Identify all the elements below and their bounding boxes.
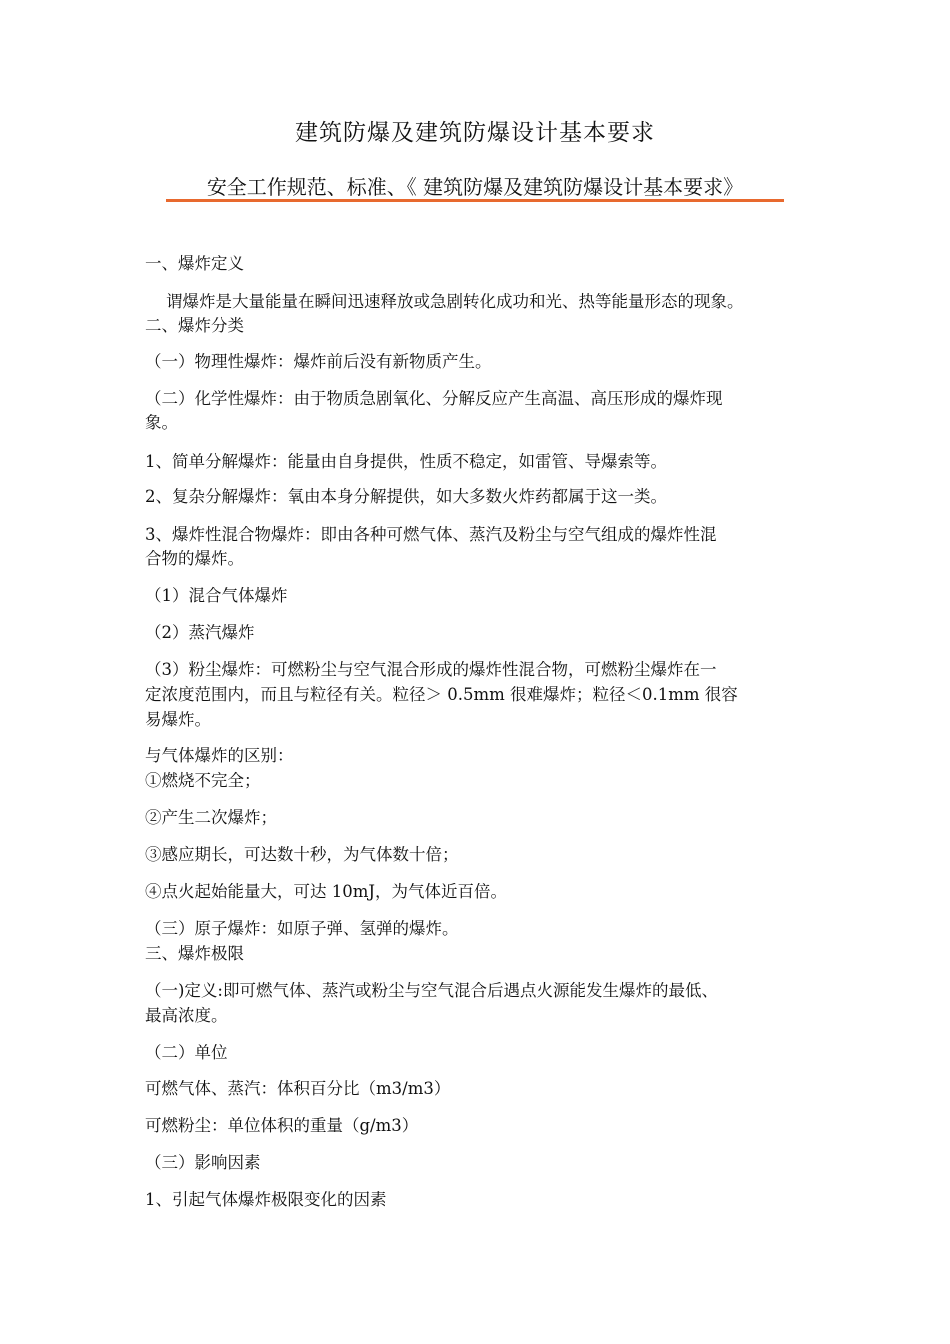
paragraph-difference-heading: 与气体爆炸的区别： (145, 746, 294, 765)
heading-explosion-definition: 一、爆炸定义 (145, 254, 244, 273)
paragraph-vapor-explosion: （2）蒸汽爆炸 (145, 623, 255, 642)
list-item-induction-period: ③感应期长，可达数十秒，为气体数十倍； (145, 845, 459, 864)
subtitle-underline (166, 199, 784, 202)
paragraph-dust-unit: 可燃粉尘：单位体积的重量（g/m3） (145, 1116, 419, 1135)
paragraph-dust-explosion-line2: 定浓度范围内，而且与粒径有关。粒径＞ 0.5mm 很难爆炸；粒径＜0.1mm 很容 (145, 685, 738, 704)
paragraph-simple-decomposition: 1、简单分解爆炸：能量由自身提供，性质不稳定，如雷管、导爆索等。 (145, 452, 667, 471)
paragraph-limits-definition-line2: 最高浓度。 (145, 1006, 228, 1025)
paragraph-gas-mixture: （1）混合气体爆炸 (145, 586, 288, 605)
paragraph-gas-limit-factors: 1、引起气体爆炸极限变化的因素 (145, 1190, 387, 1209)
paragraph-chemical-explosion-line1: （二）化学性爆炸：由于物质急剧氧化、分解反应产生高温、高压形成的爆炸现 (145, 389, 723, 408)
paragraph-nuclear-explosion: （三）原子爆炸：如原子弹、氢弹的爆炸。 (145, 919, 459, 938)
paragraph-mixture-explosion-line1: 3、爆炸性混合物爆炸：即由各种可燃气体、蒸汽及粉尘与空气组成的爆炸性混 (145, 525, 717, 544)
list-item-secondary-explosion: ②产生二次爆炸； (145, 808, 277, 827)
paragraph-definition: 谓爆炸是大量能量在瞬间迅速释放或急剧转化成功和光、热等能量形态的现象。 (166, 292, 744, 311)
heading-explosion-classification: 二、爆炸分类 (145, 316, 244, 335)
paragraph-chemical-explosion-line2: 象。 (145, 413, 178, 432)
paragraph-dust-explosion-line1: （3）粉尘爆炸：可燃粉尘与空气混合形成的爆炸性混合物，可燃粉尘爆炸在一 (145, 660, 717, 679)
paragraph-physical-explosion: （一）物理性爆炸：爆炸前后没有新物质产生。 (145, 352, 492, 371)
paragraph-dust-explosion-line3: 易爆炸。 (145, 710, 211, 729)
paragraph-mixture-explosion-line2: 合物的爆炸。 (145, 549, 244, 568)
list-item-incomplete-combustion: ①燃烧不完全； (145, 771, 261, 790)
document-subtitle: 安全工作规范、标准、《 建筑防爆及建筑防爆设计基本要求》 (206, 175, 744, 199)
document-title: 建筑防爆及建筑防爆设计基本要求 (295, 120, 655, 146)
heading-influencing-factors: （三）影响因素 (145, 1153, 261, 1172)
paragraph-gas-vapor-unit: 可燃气体、蒸汽：体积百分比（m3/m3） (145, 1079, 451, 1098)
list-item-ignition-energy: ④点火起始能量大，可达 10mJ，为气体近百倍。 (145, 882, 508, 901)
heading-units: （二）单位 (145, 1043, 228, 1062)
paragraph-limits-definition-line1: （一)定义:即可燃气体、蒸汽或粉尘与空气混合后遇点火源能发生爆炸的最低、 (145, 981, 718, 1000)
paragraph-complex-decomposition: 2、复杂分解爆炸：氧由本身分解提供，如大多数火炸药都属于这一类。 (145, 487, 667, 506)
heading-explosion-limits: 三、爆炸极限 (145, 944, 244, 963)
